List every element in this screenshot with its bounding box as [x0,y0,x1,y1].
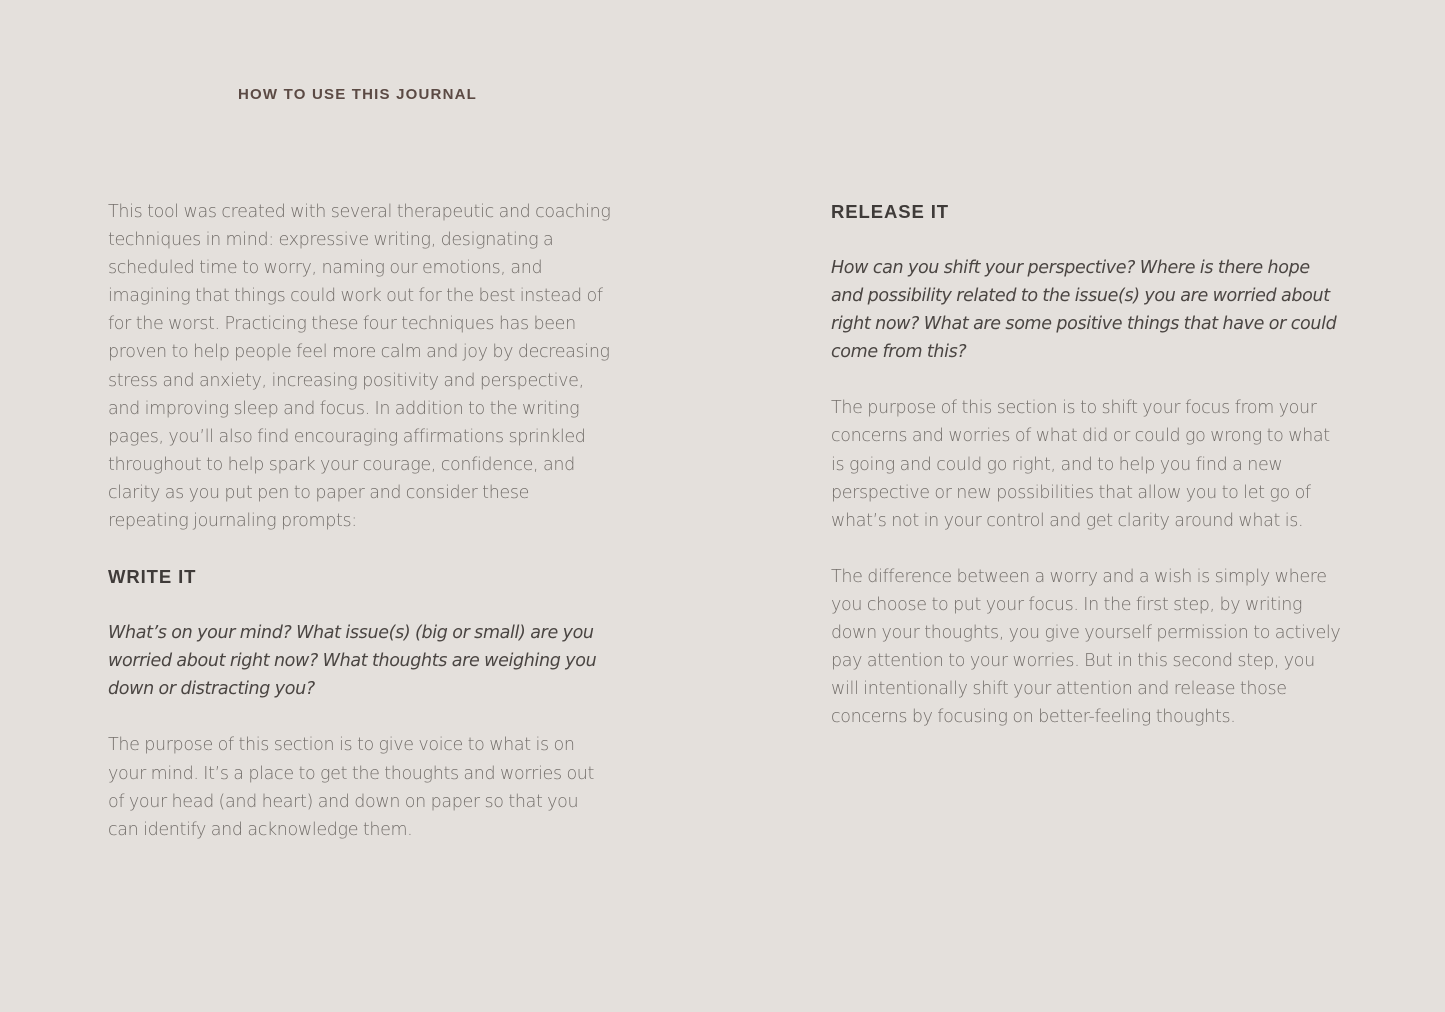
running-head: HOW TO USE THIS JOURNAL [238,86,477,103]
release-it-purpose: The purpose of this section is to shift your focus from your concerns and worries of what did or could go wrong to what is going and could go right, and to help you find a new perspective or new possibilities that allow you to let go of what’s not in your control and get clarity around what is. [831,398,1330,531]
write-it-prompt: What’s on your mind? What issue(s) (big or small) are you worried about right now? What thoughts are weighing you down or distracting you? [108,623,597,700]
write-it-heading: WRITE IT [108,566,197,588]
left-column [108,198,613,844]
intro-paragraph: This tool was created with several therapeutic and coaching techniques in mind: expressive writing, designating a scheduled time to worry, naming our emotions, and imagining that things could work out for the best instead of for the worst. Practicing these four techniques has been proven to help people feel more calm and joy by decreasing stress and anxiety, increasing positivity and perspective, and improving sleep and focus. In addition to the writing pages, you’ll also find encouraging affirmations sprinkled throughout to help spark your courage, confidence, and clarity as you put pen to paper and consider these repeating journaling prompts: [108,202,611,532]
worry-wish-paragraph: The difference between a worry and a wish is simply where you choose to put your focus. In the first step, by writing down your thoughts, you give yourself permission to actively pay attention to your worries. But in this second step, you will intentionally shift your attention and release those concerns by focusing on better-feeling thoughts. [831,566,1341,728]
release-it-prompt: How can you shift your perspective? Where is there hope and possibility related to the issue(s) you are worried about right now? What are some positive things that have or could come from this? [831,258,1337,363]
right-column [831,198,1341,731]
write-it-purpose: The purpose of this section is to give voice to what is on your mind. It’s a place to get the thoughts and worries out of your head (and heart) and down on paper so that you can identify and acknowledge them. [108,735,595,840]
release-it-heading: RELEASE IT [831,201,949,222]
